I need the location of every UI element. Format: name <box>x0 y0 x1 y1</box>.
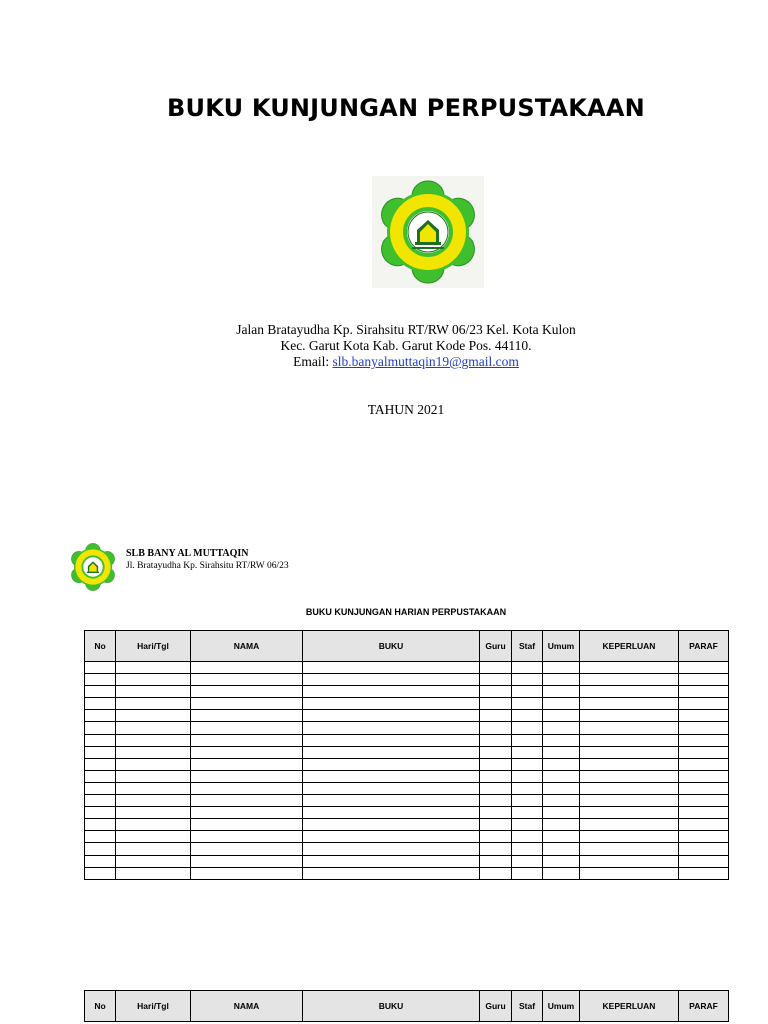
table-cell[interactable] <box>116 674 191 686</box>
table-cell[interactable] <box>512 782 543 794</box>
table-cell[interactable] <box>116 843 191 855</box>
table-row <box>85 710 729 722</box>
table-header-row <box>85 631 729 662</box>
table-cell[interactable] <box>303 831 480 843</box>
table-cell[interactable] <box>543 758 580 770</box>
table-cell[interactable] <box>191 758 303 770</box>
table-cell[interactable] <box>191 662 303 674</box>
table-cell[interactable] <box>116 734 191 746</box>
table-cell[interactable] <box>191 734 303 746</box>
table-cell[interactable] <box>480 662 512 674</box>
table-cell[interactable] <box>543 662 580 674</box>
table-cell[interactable] <box>512 831 543 843</box>
table-cell[interactable] <box>191 710 303 722</box>
table-cell[interactable] <box>116 662 191 674</box>
table-cell[interactable] <box>512 698 543 710</box>
table-cell[interactable] <box>580 770 679 782</box>
column-header-public: Umum <box>543 991 580 1022</box>
table-row <box>85 867 729 879</box>
table-cell[interactable] <box>85 734 116 746</box>
table-cell[interactable] <box>480 674 512 686</box>
table-cell[interactable] <box>116 855 191 867</box>
table-cell[interactable] <box>116 782 191 794</box>
table-cell[interactable] <box>543 795 580 807</box>
table-cell[interactable] <box>191 795 303 807</box>
table-cell[interactable] <box>679 770 729 782</box>
table-cell[interactable] <box>480 782 512 794</box>
table-cell[interactable] <box>480 698 512 710</box>
table-cell[interactable] <box>480 734 512 746</box>
table-cell[interactable] <box>303 807 480 819</box>
table-cell[interactable] <box>512 746 543 758</box>
table-cell[interactable] <box>85 855 116 867</box>
school-emblem-graphic <box>372 176 484 288</box>
table-cell[interactable] <box>679 686 729 698</box>
address-block <box>0 322 768 370</box>
table-cell[interactable] <box>512 686 543 698</box>
column-header-teacher: Guru <box>480 631 512 662</box>
table-cell[interactable] <box>580 698 679 710</box>
table-cell[interactable] <box>679 831 729 843</box>
table-cell[interactable] <box>679 698 729 710</box>
column-header-name: NAMA <box>191 991 303 1022</box>
column-header-no: No <box>85 631 116 662</box>
table-row <box>85 831 729 843</box>
table-cell[interactable] <box>480 819 512 831</box>
column-header-teacher: Guru <box>480 991 512 1022</box>
address-line-1: Jalan Bratayudha Kp. Sirahsitu RT/RW 06/23 Kel. Kota Kulon <box>236 322 576 337</box>
table-cell[interactable] <box>679 855 729 867</box>
table-cell[interactable] <box>580 782 679 794</box>
column-header-purpose: KEPERLUAN <box>580 991 679 1022</box>
table-row <box>85 758 729 770</box>
table-cell[interactable] <box>85 770 116 782</box>
table-cell[interactable] <box>580 831 679 843</box>
table-cell[interactable] <box>679 807 729 819</box>
column-header-no: No <box>85 991 116 1022</box>
table-row <box>85 698 729 710</box>
table-cell[interactable] <box>191 831 303 843</box>
table-cell[interactable] <box>116 698 191 710</box>
table-cell[interactable] <box>543 770 580 782</box>
table-cell[interactable] <box>543 831 580 843</box>
table-cell[interactable] <box>191 746 303 758</box>
table-cell[interactable] <box>480 843 512 855</box>
table-cell[interactable] <box>580 819 679 831</box>
table-cell[interactable] <box>303 674 480 686</box>
table-cell[interactable] <box>679 843 729 855</box>
visit-log-table <box>84 630 729 880</box>
table-cell[interactable] <box>191 843 303 855</box>
table-row <box>85 843 729 855</box>
table-cell[interactable] <box>512 722 543 734</box>
table-cell[interactable] <box>303 746 480 758</box>
table-cell[interactable] <box>543 855 580 867</box>
table-cell[interactable] <box>543 807 580 819</box>
table-cell[interactable] <box>85 746 116 758</box>
table-cell[interactable] <box>116 722 191 734</box>
table-cell[interactable] <box>303 867 480 879</box>
email-label: Email: <box>293 354 330 369</box>
table-cell[interactable] <box>543 782 580 794</box>
table-cell[interactable] <box>85 795 116 807</box>
table-cell[interactable] <box>543 867 580 879</box>
table-cell[interactable] <box>580 758 679 770</box>
table-cell[interactable] <box>116 758 191 770</box>
table-cell[interactable] <box>512 855 543 867</box>
table-cell[interactable] <box>580 867 679 879</box>
table-cell[interactable] <box>543 843 580 855</box>
table-cell[interactable] <box>85 867 116 879</box>
table-cell[interactable] <box>116 807 191 819</box>
table-cell[interactable] <box>85 782 116 794</box>
table-cell[interactable] <box>512 758 543 770</box>
table-cell[interactable] <box>512 795 543 807</box>
table-cell[interactable] <box>85 831 116 843</box>
table-cell[interactable] <box>480 758 512 770</box>
table-cell[interactable] <box>580 734 679 746</box>
table-cell[interactable] <box>116 710 191 722</box>
column-header-date: Hari/Tgl <box>116 631 191 662</box>
table-cell[interactable] <box>480 795 512 807</box>
table-cell[interactable] <box>512 734 543 746</box>
table-cell[interactable] <box>580 855 679 867</box>
table-row <box>85 795 729 807</box>
table-cell[interactable] <box>191 855 303 867</box>
table-cell[interactable] <box>191 807 303 819</box>
table-cell[interactable] <box>480 855 512 867</box>
table-cell[interactable] <box>191 782 303 794</box>
school-emblem-icon <box>372 176 484 288</box>
table-cell[interactable] <box>480 867 512 879</box>
table-row <box>85 746 729 758</box>
table-cell[interactable] <box>303 782 480 794</box>
table-cell[interactable] <box>543 686 580 698</box>
table-cell[interactable] <box>679 710 729 722</box>
table-cell[interactable] <box>512 662 543 674</box>
table-cell[interactable] <box>191 770 303 782</box>
table-cell[interactable] <box>679 746 729 758</box>
school-name: SLB BANY AL MUTTAQIN <box>126 548 249 559</box>
table-cell[interactable] <box>303 686 480 698</box>
table-cell[interactable] <box>580 795 679 807</box>
column-header-signature: PARAF <box>679 991 729 1022</box>
table-cell[interactable] <box>116 686 191 698</box>
table-body <box>85 662 729 880</box>
table-cell[interactable] <box>85 843 116 855</box>
table-cell[interactable] <box>543 710 580 722</box>
page-title: BUKU KUNJUNGAN PERPUSTAKAAN <box>167 94 645 122</box>
table-cell[interactable] <box>303 819 480 831</box>
table-cell[interactable] <box>480 807 512 819</box>
table-cell[interactable] <box>580 662 679 674</box>
table-cell[interactable] <box>480 831 512 843</box>
email-line <box>0 354 768 370</box>
table-cell[interactable] <box>480 746 512 758</box>
table-cell[interactable] <box>191 867 303 879</box>
column-header-name: NAMA <box>191 631 303 662</box>
table-cell[interactable] <box>85 758 116 770</box>
column-header-staff: Staf <box>512 991 543 1022</box>
table-cell[interactable] <box>303 855 480 867</box>
table-cell[interactable] <box>679 782 729 794</box>
table-cell[interactable] <box>191 819 303 831</box>
table-cell[interactable] <box>85 686 116 698</box>
table-cell[interactable] <box>480 770 512 782</box>
table-cell[interactable] <box>116 831 191 843</box>
table-cell[interactable] <box>679 662 729 674</box>
table-cell[interactable] <box>580 686 679 698</box>
table-cell[interactable] <box>85 819 116 831</box>
table-title: BUKU KUNJUNGAN HARIAN PERPUSTAKAAN <box>305 607 507 617</box>
table-cell[interactable] <box>543 819 580 831</box>
table-cell[interactable] <box>116 746 191 758</box>
table-cell[interactable] <box>303 843 480 855</box>
school-emblem-small-graphic <box>67 541 119 593</box>
table-cell[interactable] <box>543 722 580 734</box>
year-label: TAHUN 2021 <box>367 402 445 417</box>
table-cell[interactable] <box>580 722 679 734</box>
table-header-row <box>85 991 729 1022</box>
email-link[interactable]: slb.banyalmuttaqin19@gmail.com <box>332 354 519 369</box>
column-header-book: BUKU <box>303 991 480 1022</box>
table-cell[interactable] <box>512 867 543 879</box>
table-cell[interactable] <box>191 674 303 686</box>
visit-log-table-2 <box>84 990 729 1022</box>
table-cell[interactable] <box>580 807 679 819</box>
table-cell[interactable] <box>679 722 729 734</box>
address-line-2: Kec. Garut Kota Kab. Garut Kode Pos. 44110. <box>280 338 532 353</box>
table-cell[interactable] <box>512 770 543 782</box>
table-row <box>85 807 729 819</box>
table-cell[interactable] <box>191 686 303 698</box>
table-cell[interactable] <box>191 698 303 710</box>
table-cell[interactable] <box>679 674 729 686</box>
table-cell[interactable] <box>303 734 480 746</box>
table-cell[interactable] <box>580 843 679 855</box>
table-row <box>85 722 729 734</box>
column-header-signature: PARAF <box>679 631 729 662</box>
table-row <box>85 686 729 698</box>
table-row <box>85 662 729 674</box>
table-cell[interactable] <box>116 819 191 831</box>
table-cell[interactable] <box>191 722 303 734</box>
table-row <box>85 734 729 746</box>
table-cell[interactable] <box>679 867 729 879</box>
table-cell[interactable] <box>303 710 480 722</box>
table-cell[interactable] <box>512 710 543 722</box>
table-row <box>85 819 729 831</box>
table-cell[interactable] <box>85 722 116 734</box>
table-cell[interactable] <box>116 795 191 807</box>
table-cell[interactable] <box>679 819 729 831</box>
table-row <box>85 855 729 867</box>
table-cell[interactable] <box>512 843 543 855</box>
table-cell[interactable] <box>303 722 480 734</box>
school-address: Jl. Bratayudha Kp. Sirahsitu RT/RW 06/23 <box>126 561 289 571</box>
table-row <box>85 674 729 686</box>
column-header-public: Umum <box>543 631 580 662</box>
table-cell[interactable] <box>303 698 480 710</box>
table-cell[interactable] <box>580 674 679 686</box>
table-cell[interactable] <box>480 722 512 734</box>
table-cell[interactable] <box>85 807 116 819</box>
table-cell[interactable] <box>580 710 679 722</box>
table-cell[interactable] <box>85 710 116 722</box>
table-cell[interactable] <box>303 758 480 770</box>
table-row <box>85 770 729 782</box>
table-cell[interactable] <box>85 674 116 686</box>
table-cell[interactable] <box>679 734 729 746</box>
table-cell[interactable] <box>512 807 543 819</box>
table-cell[interactable] <box>543 734 580 746</box>
table-cell[interactable] <box>303 770 480 782</box>
column-header-staff: Staf <box>512 631 543 662</box>
table-cell[interactable] <box>679 758 729 770</box>
table-cell[interactable] <box>116 867 191 879</box>
table-cell[interactable] <box>512 819 543 831</box>
table-cell[interactable] <box>480 710 512 722</box>
table-cell[interactable] <box>543 746 580 758</box>
table-cell[interactable] <box>116 770 191 782</box>
table-cell[interactable] <box>303 662 480 674</box>
column-header-date: Hari/Tgl <box>116 991 191 1022</box>
table-cell[interactable] <box>303 795 480 807</box>
table-cell[interactable] <box>85 662 116 674</box>
school-emblem-small-icon <box>67 541 119 593</box>
table-row <box>85 782 729 794</box>
column-header-purpose: KEPERLUAN <box>580 631 679 662</box>
table-cell[interactable] <box>85 698 116 710</box>
table-cell[interactable] <box>580 746 679 758</box>
table-cell[interactable] <box>480 686 512 698</box>
table-cell[interactable] <box>512 674 543 686</box>
column-header-book: BUKU <box>303 631 480 662</box>
table-cell[interactable] <box>543 698 580 710</box>
table-cell[interactable] <box>543 674 580 686</box>
table-cell[interactable] <box>679 795 729 807</box>
